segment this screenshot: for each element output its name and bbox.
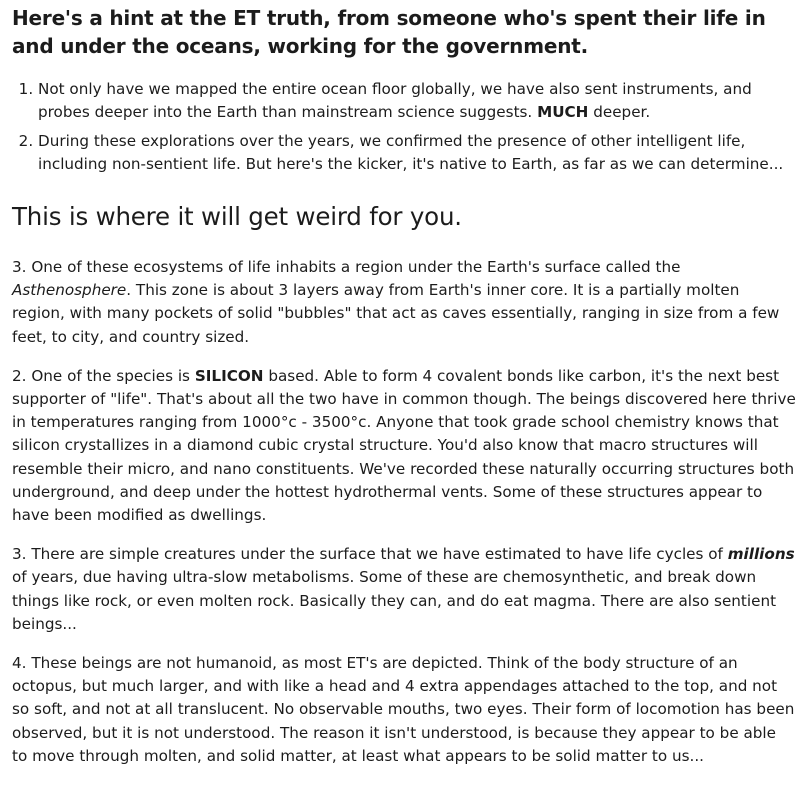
paragraph xyxy=(12,256,796,349)
paragraph xyxy=(12,543,796,636)
post-title: Here's a hint at the ET truth, from someone who's spent their life in and under the oceans, working for the government. xyxy=(12,6,766,58)
section-heading: This is where it will get weird for you. xyxy=(12,202,462,231)
bold-italic-text: millions xyxy=(727,545,795,564)
paragraph-text: of years, due having ultra-slow metabolisms. Some of these are chemosynthetic, and break down things like rock, or even molten rock. Basically they can, and do eat magma. There are also sentient beings... xyxy=(12,568,777,633)
italic-text: Asthenosphere xyxy=(12,281,127,300)
paragraph-text: based. Able to form 4 covalent bonds like carbon, it's the next best supporter of "life". That's about all the two have in common though. The beings discovered here thrive in temperatures ranging from 1000°c - 3500°c. Anyone that took grade school chemistry knows that silicon crystallizes in a diamond cubic crystal structure. You'd also know that macro structures will resemble their micro, and nano constituents. We've recorded these naturally occurring structures both underground, and deep under the hottest hydrothermal vents. Some of these structures appear to have been modified as dwellings. xyxy=(12,366,796,525)
list-item-text: deeper. xyxy=(588,103,651,121)
list-item xyxy=(38,78,796,124)
paragraph xyxy=(12,365,796,527)
bold-text: SILICON xyxy=(194,366,264,385)
list-item-text: During these explorations over the years, we confirmed the presence of other intelligent life, including non-sentient life. But here's the kicker, it's native to Earth, as far as we can determine... xyxy=(38,132,784,173)
hint-list xyxy=(12,78,796,176)
emphasis-text: MUCH xyxy=(537,103,589,121)
post-body xyxy=(0,4,806,768)
paragraph-text: 4. These beings are not humanoid, as most ET's are depicted. Think of the body structure of an octopus, but much larger, and with like a head and 4 extra appendages attached to the top, and not so soft, and not at all translucent. No observable mouths, two eyes. Their form of locomotion has been observed, but it is not understood. The reason it isn't understood, is because they appear to be able to move through molten, and solid matter, at least what appears to be solid matter to us... xyxy=(12,654,795,765)
list-item-text: Not only have we mapped the entire ocean floor globally, we have also sent instruments, and probes deeper into the Earth than mainstream science suggests. xyxy=(38,80,752,121)
paragraph-text: 3. One of these ecosystems of life inhabits a region under the Earth's surface called the xyxy=(12,258,681,276)
list-item xyxy=(38,130,796,176)
paragraph-text: . This zone is about 3 layers away from Earth's inner core. It is a partially molten region, with many pockets of solid "bubbles" that act as caves essentially, ranging in size from a few feet, to city, and country sized. xyxy=(12,281,780,346)
paragraph-text: 3. There are simple creatures under the surface that we have estimated to have life cycles of xyxy=(12,545,728,564)
paragraph xyxy=(12,652,796,768)
paragraph-text: 2. One of the species is xyxy=(12,366,195,385)
